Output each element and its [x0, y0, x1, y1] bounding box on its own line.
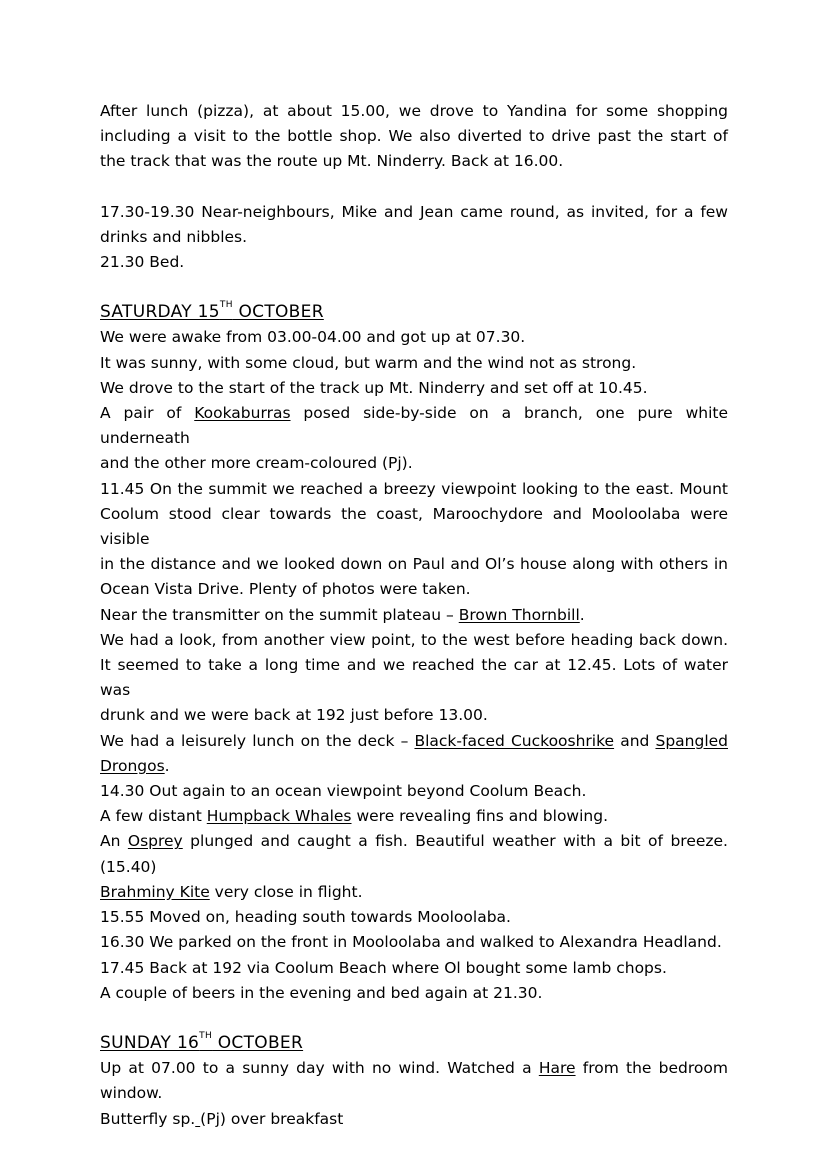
paragraph-line: drinks and nibbles.: [100, 227, 248, 246]
paragraph-line: 17.30-19.30 Near-neighbours, Mike and Jean came round, as invited, for a few: [100, 202, 728, 221]
entry-line: We had a look, from another view point, to the west before heading back down.: [100, 630, 728, 649]
entry-line: We drove to the start of the track up Mt. Ninderry and set off at 10.45.: [100, 378, 648, 397]
entry-line: 11.45 On the summit we reached a breezy viewpoint looking to the east. Mount: [100, 479, 728, 498]
entry-line: An Osprey plunged and caught a fish. Beautiful weather with a bit of breeze.: [100, 832, 728, 851]
paragraph-line: the track that was the route up Mt. Ninderry. Back at 16.00.: [100, 152, 564, 171]
entry-line: (15.40): [100, 857, 157, 876]
entry-line: Drongos.: [100, 756, 170, 775]
entry-line: A few distant Humpback Whales were revealing fins and blowing.: [100, 807, 609, 826]
paragraph-line: 21.30 Bed.: [100, 253, 185, 272]
entry-line: 14.30 Out again to an ocean viewpoint beyond Coolum Beach.: [100, 782, 587, 801]
paragraph-line: After lunch (pizza), at about 15.00, we drove to Yandina for some shopping: [100, 102, 728, 120]
entry-line: Ocean Vista Drive. Plenty of photos were taken.: [100, 580, 471, 599]
entry-line: Butterfly sp. (Pj) over breakfast: [100, 1109, 344, 1128]
entry-line: It seemed to take a long time and we reached the car at 12.45. Lots of water was: [100, 656, 728, 700]
heading-text: SUNDAY 16: [100, 1032, 200, 1053]
entry-line: Near the transmitter on the summit plateau – Brown Thornbill.: [100, 605, 585, 624]
entry-line: We had a leisurely lunch on the deck – Black-faced Cuckooshrike and Spangled: [100, 731, 729, 750]
section-heading-sunday: [100, 1031, 728, 1056]
entry-line: window.: [100, 1084, 163, 1103]
species-kookaburras: Kookaburras: [194, 404, 291, 423]
entry-line: Brahminy Kite very close in flight.: [100, 882, 363, 901]
species-osprey: Osprey: [127, 832, 183, 851]
entry-line: and the other more cream-coloured (Pj).: [100, 454, 413, 473]
paragraph-line: including a visit to the bottle shop. We also diverted to drive past the start of: [100, 127, 728, 146]
entry-line: 17.45 Back at 192 via Coolum Beach where Ol bought some lamb chops.: [100, 958, 667, 977]
section-heading-saturday: [100, 300, 728, 325]
species-brown-thornbill: Brown Thornbill: [458, 605, 580, 624]
entry-line: We were awake from 03.00-04.00 and got up at 07.30.: [100, 328, 526, 347]
entry-line: Coolum stood clear towards the coast, Maroochydore and Mooloolaba were visible: [100, 504, 728, 549]
heading-text: SATURDAY 15: [100, 302, 220, 323]
heading-text: OCTOBER: [212, 1032, 304, 1053]
entry-line: drunk and we were back at 192 just before 13.00.: [100, 706, 488, 725]
species-humpback-whales: Humpback Whales: [206, 807, 352, 826]
document-page: [100, 99, 728, 1132]
entry-line: 15.55 Moved on, heading south towards Mooloolaba.: [100, 908, 511, 927]
heading-ordinal: TH: [199, 1030, 213, 1041]
heading-ordinal: TH: [219, 300, 233, 311]
species-black-faced-cuckooshrike: Black-faced Cuckooshrike: [414, 731, 615, 750]
entry-line: in the distance and we looked down on Paul and Ol’s house along with others in: [100, 555, 728, 574]
species-spangled-drongos: Spangled: [655, 731, 729, 750]
heading-text: OCTOBER: [232, 302, 324, 323]
species-hare: Hare: [538, 1059, 576, 1078]
entry-line: A pair of Kookaburras posed side-by-side on a branch, one pure white underneath: [100, 404, 729, 448]
entry-line: 16.30 We parked on the front in Mooloolaba and walked to Alexandra Headland.: [100, 933, 722, 952]
species-brahminy-kite: Brahminy Kite: [100, 882, 210, 901]
entry-line: It was sunny, with some cloud, but warm and the wind not as strong.: [100, 353, 637, 372]
entry-line: Up at 07.00 to a sunny day with no wind. Watched a Hare from the bedroom: [100, 1059, 728, 1078]
species-spangled-drongos: Drongos: [100, 756, 165, 775]
entry-line: A couple of beers in the evening and bed again at 21.30.: [100, 983, 543, 1002]
